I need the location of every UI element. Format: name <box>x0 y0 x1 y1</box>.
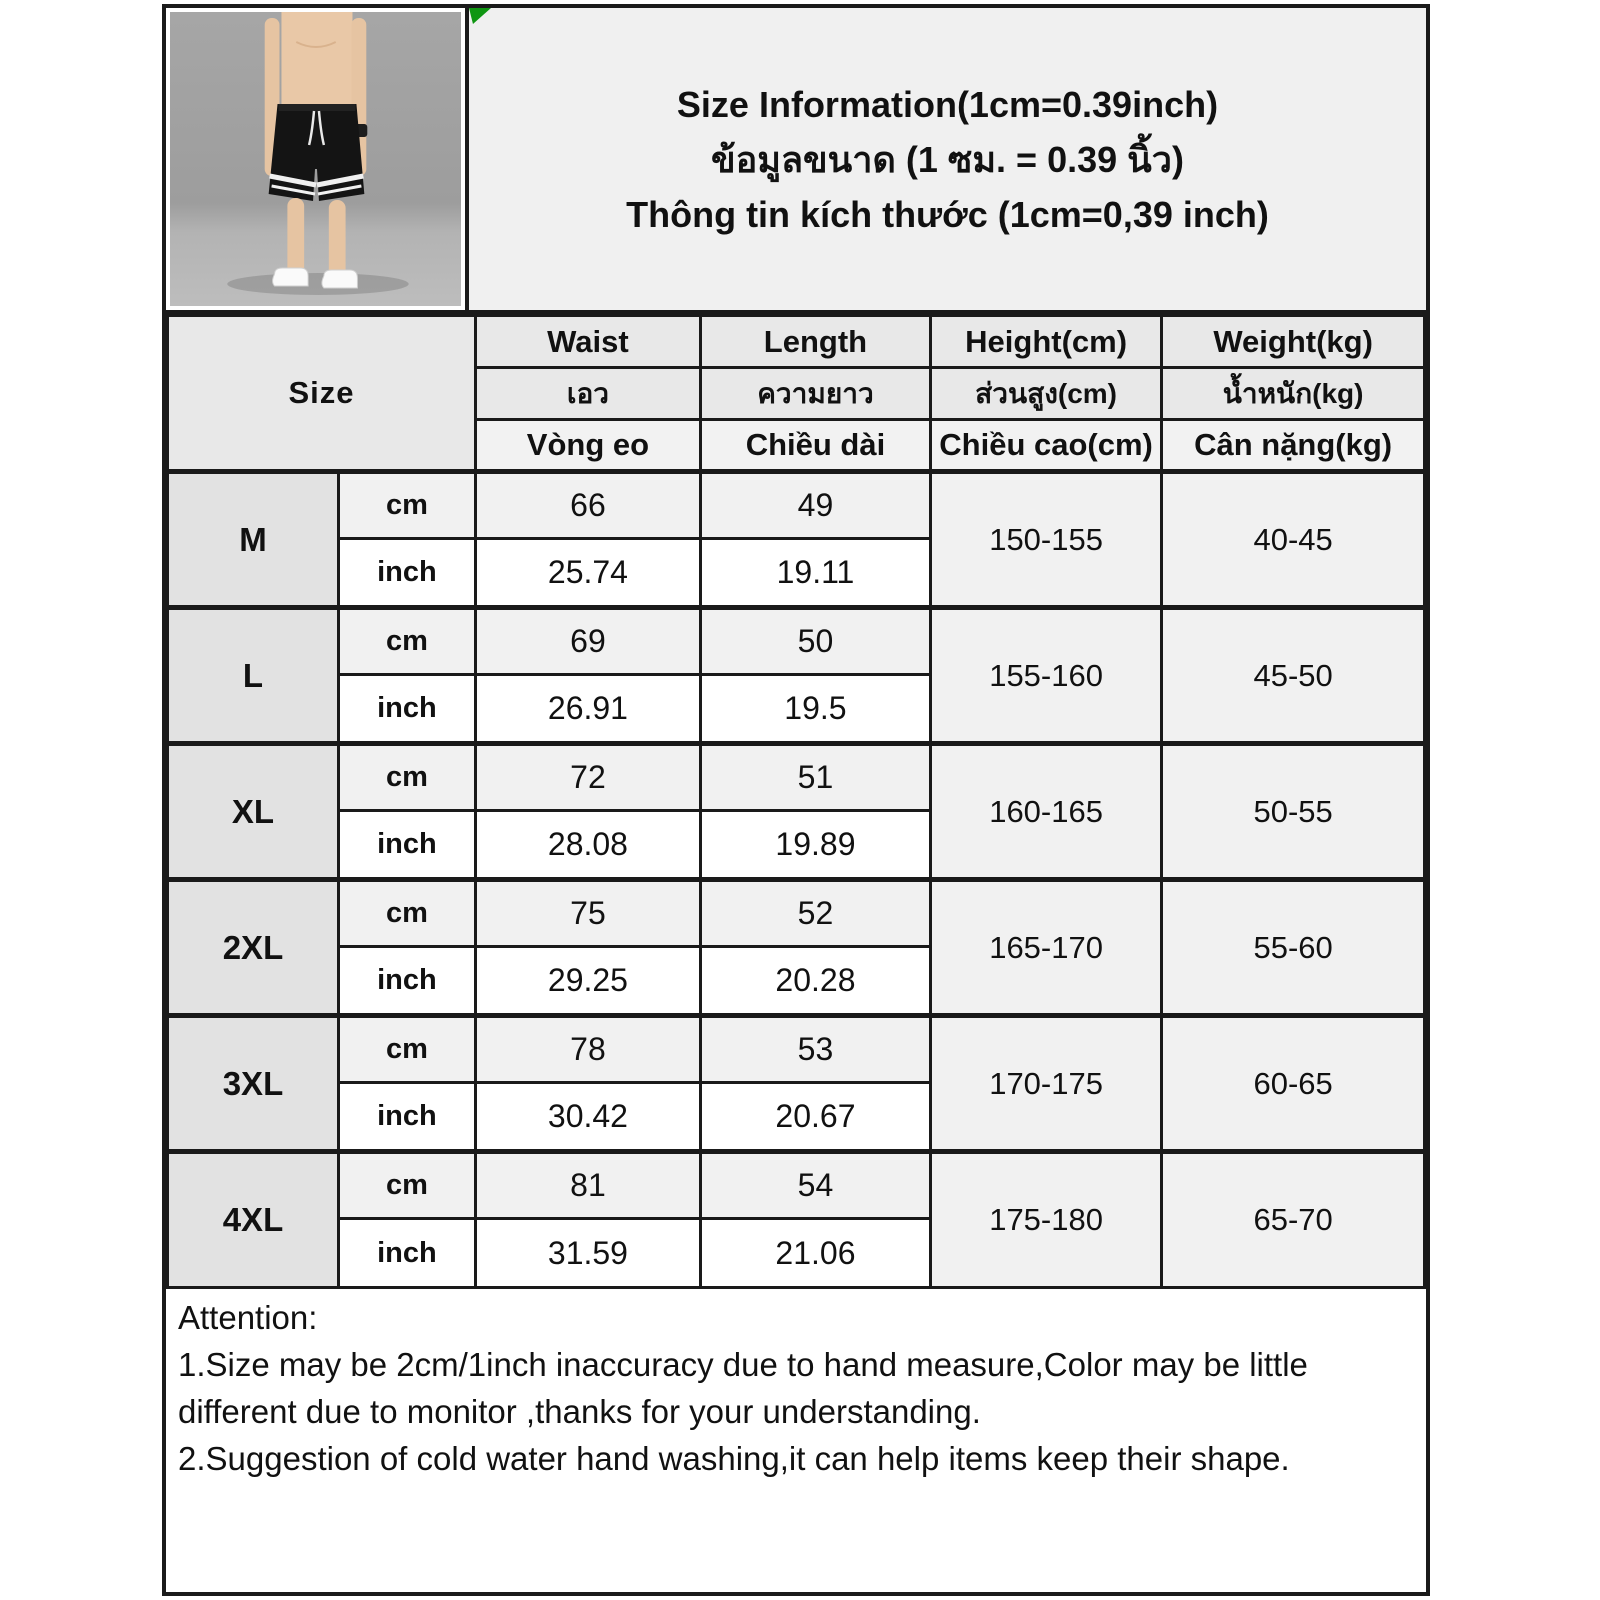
title-th: ข้อมูลขนาด (1 ซม. = 0.39 นิ้ว) <box>711 138 1184 180</box>
unit-label-inch: inch <box>338 539 475 608</box>
col-header-weight-th: น้ำหนัก(kg) <box>1162 368 1425 420</box>
col-header-length-th: ความยาว <box>700 368 930 420</box>
header-row-en <box>168 316 1425 368</box>
product-photo <box>166 8 469 310</box>
attention-notes <box>166 1289 1426 1482</box>
weight-range: 60-65 <box>1162 1016 1425 1152</box>
waist-inch-value: 29.25 <box>475 947 700 1016</box>
col-header-height-vi: Chiều cao(cm) <box>930 420 1161 472</box>
col-header-weight-en: Weight(kg) <box>1162 316 1425 368</box>
waist-inch-value: 26.91 <box>475 675 700 744</box>
waist-cm-value: 78 <box>475 1016 700 1083</box>
length-cm-value: 49 <box>700 472 930 539</box>
unit-label-cm: cm <box>338 1016 475 1083</box>
size-table <box>166 314 1426 1289</box>
height-range: 175-180 <box>930 1152 1161 1288</box>
title-block <box>469 8 1426 310</box>
col-header-length-vi: Chiều dài <box>700 420 930 472</box>
attention-line: 2.Suggestion of cold water hand washing,it can help items keep their shape. <box>178 1439 1290 1477</box>
product-photo-image <box>170 12 461 306</box>
title-en: Size Information(1cm=0.39inch) <box>676 83 1219 125</box>
weight-range: 65-70 <box>1162 1152 1425 1288</box>
length-cm-value: 52 <box>700 880 930 947</box>
waist-inch-value: 25.74 <box>475 539 700 608</box>
weight-range: 45-50 <box>1162 608 1425 744</box>
row-l-cm <box>168 608 1425 675</box>
size-label: 4XL <box>168 1152 339 1288</box>
attention-heading: Attention: <box>178 1299 318 1336</box>
length-inch-value: 19.89 <box>700 811 930 880</box>
waist-cm-value: 72 <box>475 744 700 811</box>
weight-range: 50-55 <box>1162 744 1425 880</box>
row-2xl-cm <box>168 880 1425 947</box>
waist-cm-value: 75 <box>475 880 700 947</box>
unit-label-inch: inch <box>338 675 475 744</box>
size-label: M <box>168 472 339 608</box>
length-cm-value: 54 <box>700 1152 930 1219</box>
length-inch-value: 20.67 <box>700 1083 930 1152</box>
col-header-height-th: ส่วนสูง(cm) <box>930 368 1161 420</box>
row-3xl-cm <box>168 1016 1425 1083</box>
row-4xl-cm <box>168 1152 1425 1219</box>
length-cm-value: 53 <box>700 1016 930 1083</box>
waist-cm-value: 69 <box>475 608 700 675</box>
row-m-cm <box>168 472 1425 539</box>
length-cm-value: 50 <box>700 608 930 675</box>
length-inch-value: 19.11 <box>700 539 930 608</box>
unit-label-inch: inch <box>338 947 475 1016</box>
unit-label-inch: inch <box>338 1219 475 1288</box>
waist-cm-value: 81 <box>475 1152 700 1219</box>
size-label: 2XL <box>168 880 339 1016</box>
waist-inch-value: 28.08 <box>475 811 700 880</box>
unit-label-cm: cm <box>338 608 475 675</box>
title-vi: Thông tin kích thước (1cm=0,39 inch) <box>626 193 1269 235</box>
col-header-waist-vi: Vòng eo <box>475 420 700 472</box>
size-label: L <box>168 608 339 744</box>
attention-line: 1.Size may be 2cm/1inch inaccuracy due to hand measure,Color may be little different due to monitor ,thanks for your understanding. <box>178 1345 1308 1430</box>
height-range: 170-175 <box>930 1016 1161 1152</box>
height-range: 155-160 <box>930 608 1161 744</box>
weight-range: 40-45 <box>1162 472 1425 608</box>
unit-label-cm: cm <box>338 472 475 539</box>
row-xl-cm <box>168 744 1425 811</box>
weight-range: 55-60 <box>1162 880 1425 1016</box>
length-inch-value: 19.5 <box>700 675 930 744</box>
length-inch-value: 20.28 <box>700 947 930 1016</box>
col-header-waist-th: เอว <box>475 368 700 420</box>
size-header-cell: Size <box>168 316 476 472</box>
unit-label-inch: inch <box>338 1083 475 1152</box>
waist-inch-value: 31.59 <box>475 1219 700 1288</box>
height-range: 160-165 <box>930 744 1161 880</box>
waist-cm-value: 66 <box>475 472 700 539</box>
length-inch-value: 21.06 <box>700 1219 930 1288</box>
col-header-height-en: Height(cm) <box>930 316 1161 368</box>
waist-inch-value: 30.42 <box>475 1083 700 1152</box>
size-chart-sheet <box>162 4 1430 1596</box>
size-label: 3XL <box>168 1016 339 1152</box>
col-header-weight-vi: Cân nặng(kg) <box>1162 420 1425 472</box>
col-header-length-en: Length <box>700 316 930 368</box>
unit-label-cm: cm <box>338 880 475 947</box>
unit-label-inch: inch <box>338 811 475 880</box>
length-cm-value: 51 <box>700 744 930 811</box>
size-label: XL <box>168 744 339 880</box>
unit-label-cm: cm <box>338 1152 475 1219</box>
height-range: 150-155 <box>930 472 1161 608</box>
height-range: 165-170 <box>930 880 1161 1016</box>
unit-label-cm: cm <box>338 744 475 811</box>
top-band <box>166 8 1426 314</box>
col-header-waist-en: Waist <box>475 316 700 368</box>
